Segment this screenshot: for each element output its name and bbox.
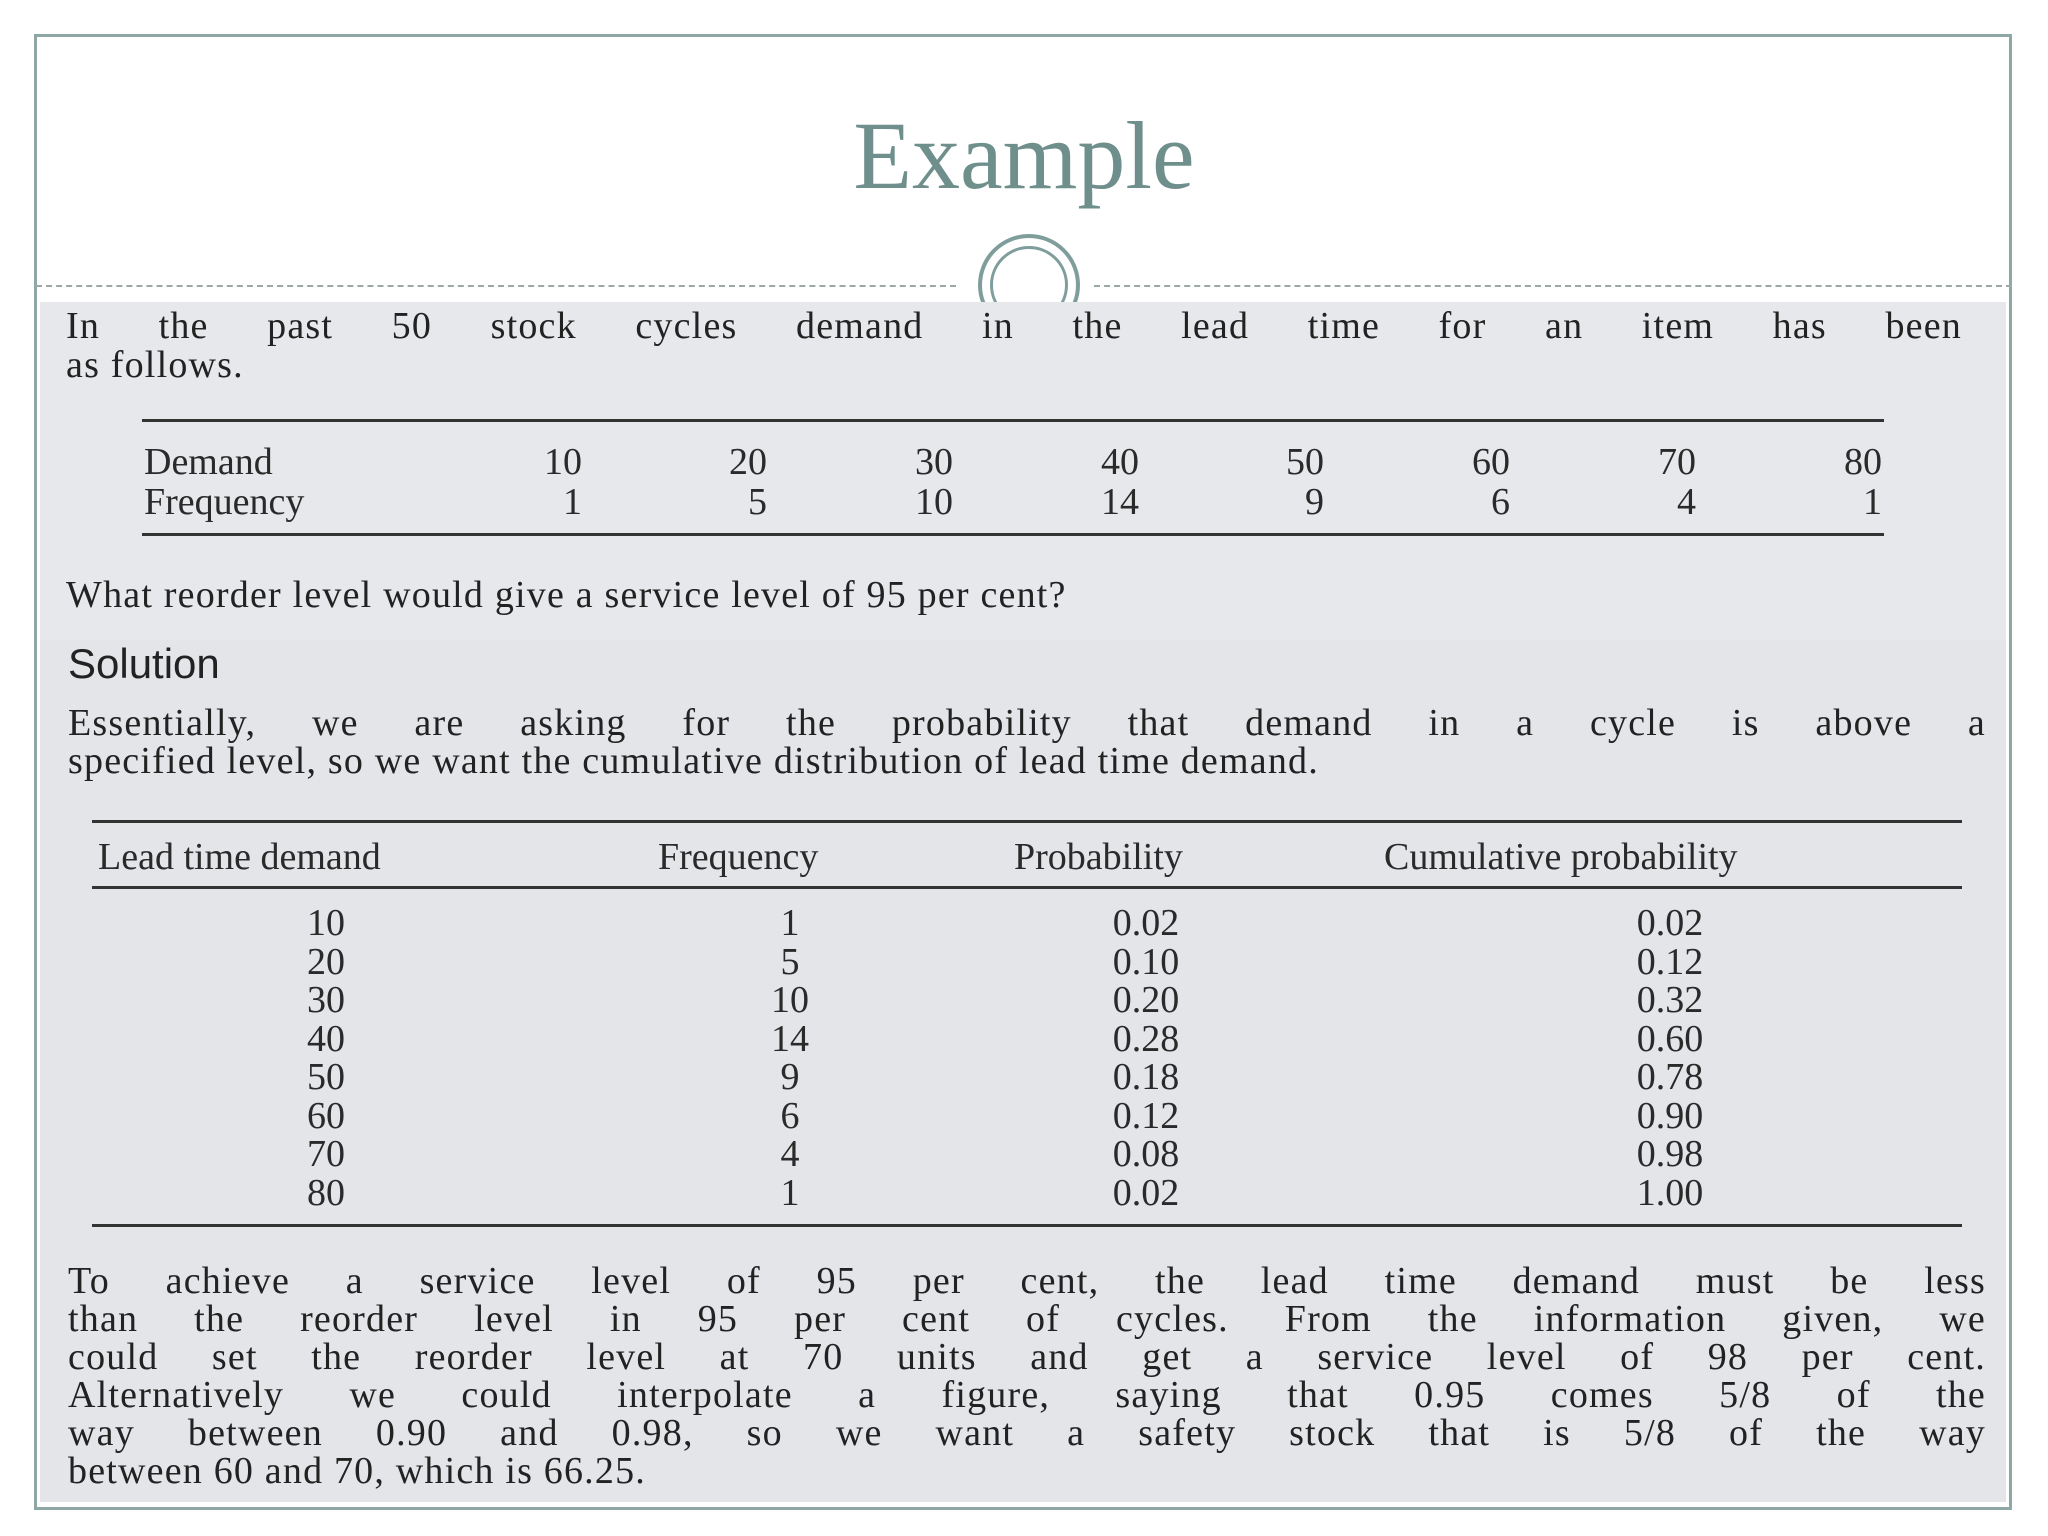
problem-table-frequency-cell: 5 — [748, 481, 767, 523]
solution-table-frequency-cell: 5 — [780, 940, 800, 983]
problem-table-frequency-cell: 10 — [915, 481, 953, 523]
problem-table-demand-cell: 20 — [729, 441, 767, 483]
solution-table-probability-cell: 0.18 — [1112, 1056, 1180, 1098]
solution-table-frequency-cell: 1 — [780, 902, 800, 944]
problem-table-demand-cell: 80 — [1844, 441, 1882, 483]
solution-heading: Solution — [68, 640, 220, 687]
problem-table-row-label-demand: Demand — [144, 441, 273, 483]
solution-para2-line: To achieve a service level of 95 per cent, the lead time demand must be less — [68, 1260, 1986, 1302]
solution-table-probability-cell: 0.28 — [1112, 1017, 1180, 1060]
solution-table-lead-time-demand-cell: 40 — [307, 1017, 345, 1060]
slide-title: Example — [853, 102, 1195, 209]
solution-table-header-frequency: Frequency — [658, 836, 819, 878]
solution-table-lead-time-demand-cell: 70 — [307, 1133, 345, 1175]
solution-table-probability-cell: 0.02 — [1112, 902, 1180, 944]
problem-table-frequency-cell: 14 — [1101, 481, 1139, 523]
solution-table-cumulative-probability-cell: 1.00 — [1636, 1171, 1704, 1214]
solution-table-cumulative-probability-cell: 0.32 — [1636, 979, 1704, 1021]
problem-table-frequency-cell: 4 — [1677, 481, 1696, 523]
problem-table-frequency-cell: 6 — [1491, 481, 1510, 523]
solution-table-cumulative-probability-cell: 0.60 — [1636, 1017, 1704, 1060]
solution-table-header-probability: Probability — [1014, 836, 1183, 878]
solution-para2-line: could set the reorder level at 70 units and get a service level of 98 per cent. — [68, 1336, 1986, 1378]
solution-para2-line: between 60 and 70, which is 66.25. — [68, 1450, 646, 1492]
problem-question: What reorder level would give a service level of 95 per cent? — [66, 574, 1067, 616]
problem-table-demand-cell: 60 — [1472, 441, 1510, 483]
solution-table-lead-time-demand-cell: 10 — [307, 902, 345, 944]
solution-table-frequency-cell: 1 — [780, 1171, 800, 1214]
solution-table-lead-time-demand-cell: 60 — [307, 1094, 345, 1137]
problem-table-demand-cell: 30 — [915, 441, 953, 483]
solution-para1-line1: Essentially, we are asking for the probability that demand in a cycle is above a — [68, 702, 1986, 744]
solution-table-lead-time-demand-cell: 30 — [307, 979, 345, 1021]
problem-table-demand-cell: 50 — [1286, 441, 1324, 483]
problem-table-frequency-cell: 1 — [1863, 481, 1882, 523]
solution-table-cumulative-probability-cell: 0.12 — [1636, 940, 1704, 983]
solution-para2-line: Alternatively we could interpolate a figure, saying that 0.95 comes 5/8 of the — [68, 1374, 1986, 1416]
problem-intro-line1: In the past 50 stock cycles demand in the lead time for an item has been — [66, 305, 1962, 347]
title-divider-right — [1094, 285, 2012, 287]
problem-table-frequency-cell: 1 — [563, 481, 582, 523]
title-divider-left — [36, 285, 956, 287]
solution-para1-line2: specified level, so we want the cumulative distribution of lead time demand. — [68, 740, 1319, 782]
problem-table-demand-cell: 70 — [1658, 441, 1696, 483]
solution-table-header-lead-time-demand: Lead time demand — [98, 836, 381, 878]
solution-table-frequency-cell: 6 — [780, 1094, 800, 1137]
solution-table-header-rule — [92, 886, 1962, 889]
problem-table-bottom-rule — [142, 533, 1884, 536]
solution-table-lead-time-demand-cell: 80 — [307, 1171, 345, 1214]
solution-table-frequency-cell: 9 — [780, 1056, 800, 1098]
solution-para2-line: than the reorder level in 95 per cent of cycles. From the information given, we — [68, 1298, 1986, 1340]
solution-table-lead-time-demand-cell: 50 — [307, 1056, 345, 1098]
solution-table-probability-cell: 0.20 — [1112, 979, 1180, 1021]
problem-table-frequency-cell: 9 — [1305, 481, 1324, 523]
problem-table-demand-cell: 40 — [1101, 441, 1139, 483]
solution-table-cumulative-probability-cell: 0.78 — [1636, 1056, 1704, 1098]
solution-table-lead-time-demand-cell: 20 — [307, 940, 345, 983]
problem-table-row-label-frequency: Frequency — [144, 481, 305, 523]
solution-table-frequency-cell: 4 — [780, 1133, 800, 1175]
solution-table-cumulative-probability-cell: 0.90 — [1636, 1094, 1704, 1137]
problem-table-top-rule — [142, 419, 1884, 422]
solution-table-cumulative-probability-cell: 0.02 — [1636, 902, 1704, 944]
solution-table-probability-cell: 0.02 — [1112, 1171, 1180, 1214]
solution-table-probability-cell: 0.12 — [1112, 1094, 1180, 1137]
solution-table-bottom-rule — [92, 1224, 1962, 1227]
solution-table-probability-cell: 0.10 — [1112, 940, 1180, 983]
problem-table-demand-cell: 10 — [544, 441, 582, 483]
solution-para2-line: way between 0.90 and 0.98, so we want a safety stock that is 5/8 of the way — [68, 1412, 1986, 1454]
solution-table-frequency-cell: 10 — [771, 979, 809, 1021]
solution-table-frequency-cell: 14 — [771, 1017, 809, 1060]
solution-table-top-rule — [92, 820, 1962, 823]
solution-table-probability-cell: 0.08 — [1112, 1133, 1180, 1175]
solution-table-cumulative-probability-cell: 0.98 — [1636, 1133, 1704, 1175]
solution-table-header-cumulative-probability: Cumulative probability — [1384, 836, 1738, 878]
problem-intro-line2: as follows. — [66, 344, 244, 386]
